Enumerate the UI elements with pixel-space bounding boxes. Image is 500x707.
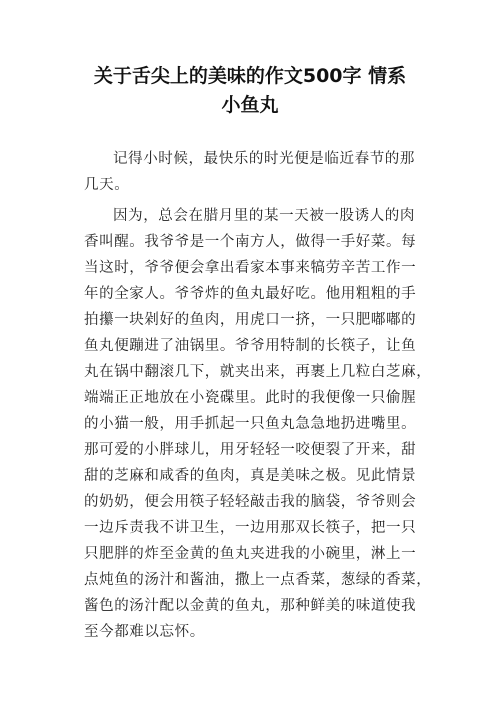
- document-title-line-2: 小鱼丸: [221, 94, 279, 116]
- paragraph-line: 因为，总会在腊月里的某一天被一股诱人的肉: [113, 208, 415, 224]
- document-title-line-1: 关于舌尖上的美味的作文500字 情系: [93, 65, 407, 87]
- paragraph-line: 几天。: [84, 177, 130, 193]
- paragraph-line: 鱼丸便蹦进了油锅里。爷爷用特制的长筷子，让鱼: [84, 338, 417, 354]
- paragraph-line: 的小猫一般，用手抓起一只鱼丸急急地扔进嘴里。: [84, 416, 417, 432]
- paragraph-line: 丸在锅中翻滚几下，就夹出来，再裹上几粒白芝麻，: [84, 364, 432, 380]
- paragraph-line: 当这时，爷爷便会拿出看家本事来犒劳辛苦工作一: [84, 260, 417, 276]
- paragraph-line: 拍攥一块剁好的鱼肉，用虎口一挤，一只肥嘟嘟的: [84, 312, 417, 328]
- paragraph-line: 点炖鱼的汤汁和酱油，撒上一点香菜，葱绿的香菜，: [84, 572, 432, 588]
- paragraph-line: 年的全家人。爷爷炸的鱼丸最好吃。他用粗粗的手: [84, 286, 417, 302]
- paragraph-line: 那可爱的小胖球儿，用牙轻轻一咬便裂了开来，甜: [84, 442, 417, 458]
- paragraph-line: 酱色的汤汁配以金黄的鱼丸，那种鲜美的味道使我: [84, 598, 417, 614]
- paragraph-line: 香叫醒。我爷爷是一个南方人，做得一手好菜。每: [84, 234, 417, 250]
- paragraph-line: 甜的芝麻和咸香的鱼肉，真是美味之极。见此情景: [84, 468, 417, 484]
- paragraph-line: 只肥胖的炸至金黄的鱼丸夹进我的小碗里，淋上一: [84, 546, 417, 562]
- paragraph-line: 一边斥责我不讲卫生，一边用那双长筷子，把一只: [84, 520, 417, 536]
- paragraph-line: 的奶奶，便会用筷子轻轻敲击我的脑袋，爷爷则会: [84, 494, 417, 510]
- paragraph-line: 记得小时候，最快乐的时光便是临近春节的那: [113, 151, 415, 167]
- paragraph-line: 端端正正地放在小瓷碟里。此时的我便像一只偷腥: [84, 390, 417, 406]
- paragraph-line: 至今都难以忘怀。: [84, 624, 205, 640]
